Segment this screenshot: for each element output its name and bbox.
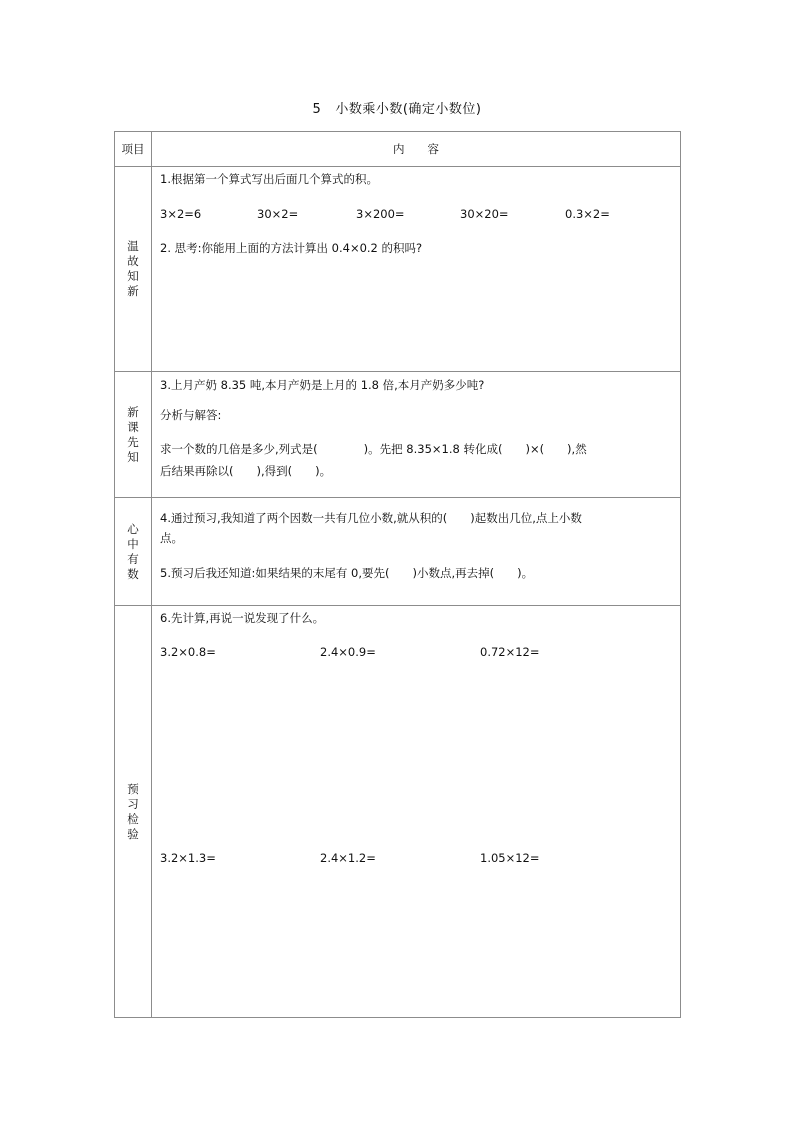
expression: 0.3×2= [565,207,610,221]
section-new-lesson [115,372,681,498]
expression: 3×200= [356,207,405,221]
header-col-item [115,132,152,167]
header-col-content [152,132,681,167]
expression: 30×2= [257,207,299,221]
question-4: 4.通过预习,我知道了两个因数一共有几位小数,就从积的( )起数出几位,点上小数 [160,511,582,525]
section-label: 预习检验 [127,781,139,841]
calc-expression: 2.4×0.9= [320,645,376,659]
section-content-cell [152,372,681,498]
calc-expression: 1.05×12= [480,851,540,865]
analysis-label: 分析与解答: [160,408,222,422]
section-practice [115,606,681,1018]
section-label-cell [115,498,152,606]
section-label-cell [115,167,152,372]
section-label: 心中有数 [127,521,139,581]
section-review [115,167,681,372]
section-label-cell [115,372,152,498]
section-content-cell [152,606,681,1018]
expression: 3×2=6 [160,207,202,221]
section-label-cell [115,606,152,1018]
question-6: 6.先计算,再说一说发现了什么。 [160,611,325,625]
section-content-cell [152,167,681,372]
question-1: 1.根据第一个算式写出后面几个算式的积。 [160,172,378,186]
section-content-cell [152,498,681,606]
section-label: 新课先知 [127,404,139,464]
question-5: 5.预习后我还知道:如果结果的末尾有 0,要先( )小数点,再去掉( )。 [160,566,534,580]
fill-blank-line: 求一个数的几倍是多少,列式是( )。先把 8.35×1.8 转化成( )×( ),然 [160,442,587,456]
header-item-label: 项目 [121,142,145,156]
calc-expression: 2.4×1.2= [320,851,376,865]
calc-expression: 0.72×12= [480,645,540,659]
header-content-label: 内 容 [393,142,439,156]
question-3: 3.上月产奶 8.35 吨,本月产奶是上月的 1.8 倍,本月产奶多少吨? [160,378,485,392]
section-label: 温故知新 [127,239,139,298]
calc-expression: 3.2×0.8= [160,645,216,659]
question-2: 2. 思考:你能用上面的方法计算出 0.4×0.2 的积吗? [160,241,423,255]
title-number: 5 [312,102,322,117]
title-text: 小数乘小数(确定小数位) [335,102,482,117]
page-title [0,98,794,117]
fill-blank-line: 后结果再除以( ),得到( )。 [160,464,332,478]
worksheet-table [114,131,681,1018]
expression: 30×20= [460,207,509,221]
section-self-check [115,498,681,606]
calc-expression: 3.2×1.3= [160,851,216,865]
header-row [115,132,681,167]
question-4-cont: 点。 [160,531,183,545]
